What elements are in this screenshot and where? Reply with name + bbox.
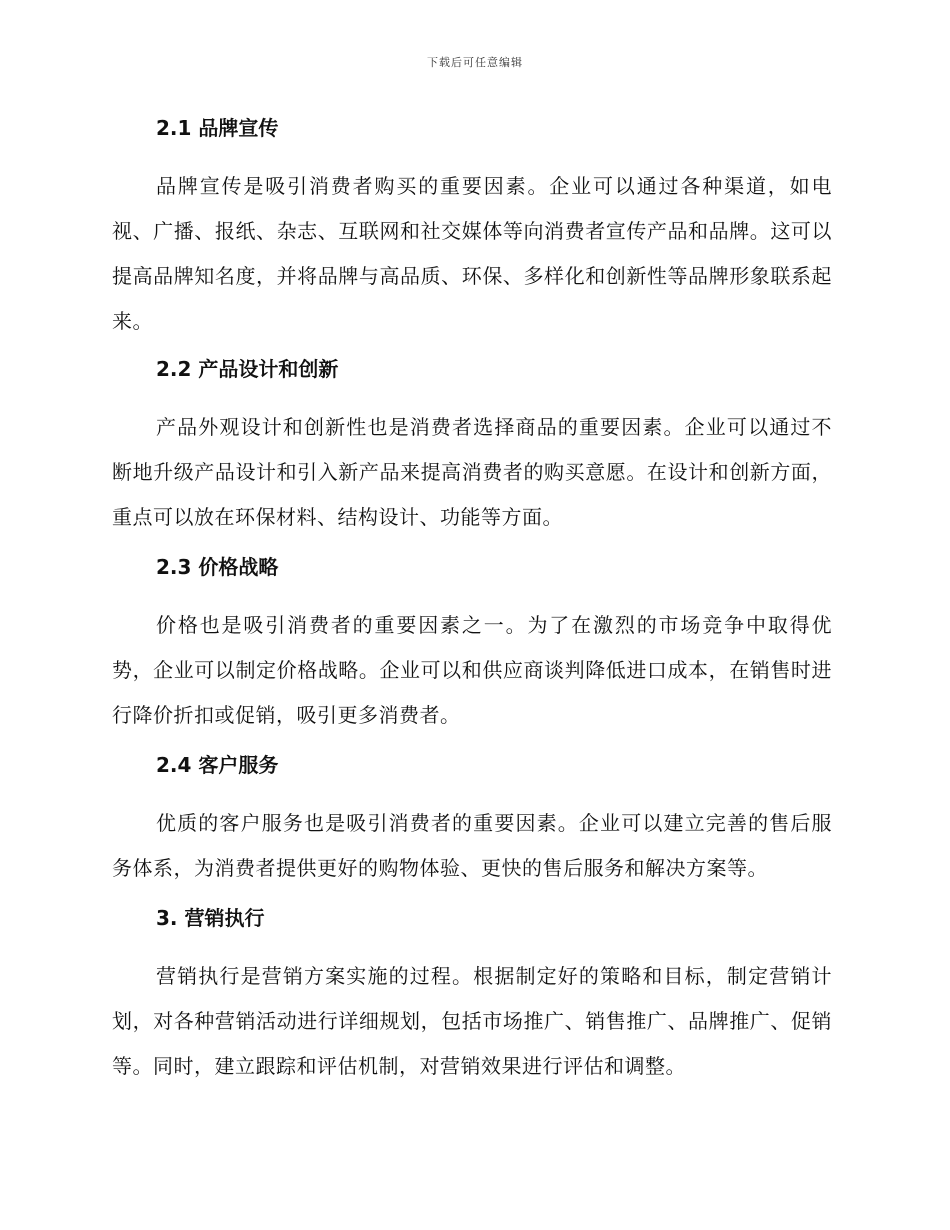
section-price-strategy	[112, 545, 832, 738]
section-heading: 2.3 价格战略	[156, 555, 279, 579]
section-paragraph: 产品外观设计和创新性也是消费者选择商品的重要因素。企业可以通过不断地升级产品设计和引入新产品来提高消费者的购买意愿。在设计和创新方面，重点可以放在环保材料、结构设计、功能等方面。	[112, 415, 832, 529]
document-body	[112, 106, 832, 1092]
section-product-design	[112, 347, 832, 540]
section-paragraph: 营销执行是营销方案实施的过程。根据制定好的策略和目标，制定营销计划，对各种营销活动进行详细规划，包括市场推广、销售推广、品牌推广、促销等。同时，建立跟踪和评估机制，对营销效果进行评估和调整。	[112, 964, 832, 1078]
page-header-note: 下载后可任意编辑	[427, 56, 523, 69]
section-heading: 2.1 品牌宣传	[156, 116, 279, 140]
section-customer-service	[112, 743, 832, 891]
section-paragraph: 价格也是吸引消费者的重要因素之一。为了在激烈的市场竞争中取得优势，企业可以制定价格战略。企业可以和供应商谈判降低进口成本，在销售时进行降价折扣或促销，吸引更多消费者。	[112, 613, 832, 727]
section-heading: 2.4 客户服务	[156, 753, 279, 777]
section-paragraph: 优质的客户服务也是吸引消费者的重要因素。企业可以建立完善的售后服务体系，为消费者提供更好的购物体验、更快的售后服务和解决方案等。	[112, 811, 832, 880]
section-brand-promotion	[112, 106, 832, 344]
section-heading: 3. 营销执行	[156, 906, 265, 930]
section-paragraph: 品牌宣传是吸引消费者购买的重要因素。企业可以通过各种渠道，如电视、广播、报纸、杂志、互联网和社交媒体等向消费者宣传产品和品牌。这可以提高品牌知名度，并将品牌与高品质、环保、多样化和创新性等品牌形象联系起来。	[112, 174, 832, 333]
section-marketing-execution	[112, 896, 832, 1089]
section-heading: 2.2 产品设计和创新	[156, 357, 339, 381]
